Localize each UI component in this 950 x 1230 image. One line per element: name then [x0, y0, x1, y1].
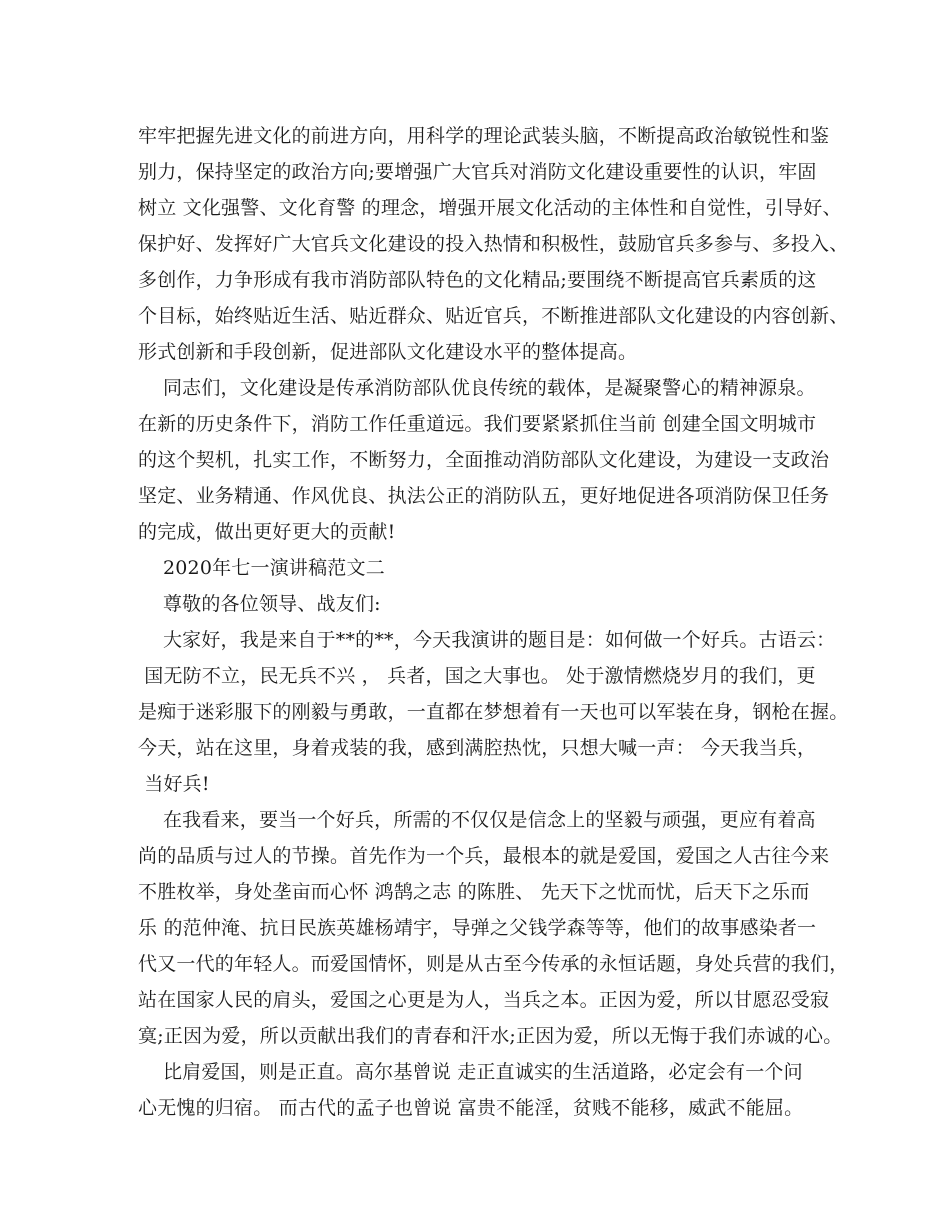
text-line: 在我看来，要当一个好兵，所需的不仅仅是信念上的坚毅与顽强，更应有着高: [138, 809, 816, 831]
text-line: 坚定、业务精通、作风优良、执法公正的消防队五，更好地促进各项消防保卫任务: [138, 485, 830, 507]
text-line: 乐 的范仲淹、抗日民族英雄杨靖宇，导弹之父钱学森等等，他们的故事感染者一: [138, 917, 817, 939]
text-line: 尚的品质与过人的节操。首先作为一个兵，最根本的就是爱国，爱国之人古往今来: [138, 845, 830, 867]
document-body: [138, 118, 849, 1126]
text-line: 个目标，始终贴近生活、贴近群众、贴近官兵，不断推进部队文化建设的内容创新、: [138, 305, 849, 327]
text-line: 保护好、发挥好广大官兵文化建设的投入热情和积极性，鼓励官兵多参与、多投入、: [138, 233, 849, 255]
text-line: 是痴于迷彩服下的刚毅与勇敢，一直都在梦想着有一天也可以军装在身，钢枪在握。: [138, 701, 849, 723]
text-line: 形式创新和手段创新，促进部队文化建设水平的整体提高。: [138, 341, 638, 363]
text-line: 今天，站在这里，身着戎装的我，感到满腔热忱，只想大喊一声： 今天我当兵，: [138, 737, 817, 759]
text-line: 站在国家人民的肩头，爱国之心更是为人，当兵之本。正因为爱，所以甘愿忍受寂: [138, 989, 830, 1011]
text-line: 当好兵!: [138, 773, 210, 795]
text-line: 不胜枚举，身处垄亩而心怀 鸿鹄之志 的陈胜、 先天下之忧而忧，后天下之乐而: [138, 881, 810, 903]
text-line: 的完成，做出更好更大的贡献!: [138, 521, 396, 543]
text-line: 的这个契机，扎实工作，不断努力，全面推动消防部队文化建设，为建设一支政治: [138, 449, 830, 471]
text-line: 树立 文化强警、文化育警 的理念，增强开展文化活动的主体性和自觉性，引导好、: [138, 197, 842, 219]
text-line: 在新的历史条件下，消防工作任重道远。我们要紧紧抓住当前 创建全国文明城市: [138, 413, 817, 435]
text-line: 别力，保持坚定的政治方向;要增强广大官兵对消防文化建设重要性的认识，牢固: [138, 161, 817, 183]
text-line: 寞;正因为爱，所以贡献出我们的青春和汗水;正因为爱，所以无悔于我们赤诚的心。: [138, 1025, 843, 1047]
text-line: 代又一代的年轻人。而爱国情怀，则是从古至今传承的永恒话题，身处兵营的我们，: [138, 953, 849, 975]
text-line: 国无防不立，民无兵不兴 ， 兵者，国之大事也。 处于激情燃烧岁月的我们，更: [138, 665, 816, 687]
text-line: 比肩爱国，则是正直。高尔基曾说 走正直诚实的生活道路，必定会有一个问: [138, 1061, 803, 1083]
text-line: 同志们，文化建设是传承消防部队优良传统的载体，是凝聚警心的精神源泉。: [138, 377, 816, 399]
text-line: 心无愧的归宿。 而古代的孟子也曾说 富贵不能淫，贫贱不能移，威武不能屈。: [138, 1097, 804, 1119]
text-line: 大家好，我是来自于**的**，今天我演讲的题目是：如何做一个好兵。古语云：: [138, 629, 836, 651]
text-line: 牢牢把握先进文化的前进方向，用科学的理论武装头脑，不断提高政治敏锐性和鉴: [138, 125, 830, 147]
text-line: 多创作，力争形成有我市消防部队特色的文化精品;要围绕不断提高官兵素质的这: [138, 269, 817, 291]
section-heading: 2020年七一演讲稿范文二: [138, 557, 385, 579]
salutation: 尊敬的各位领导、战友们:: [138, 593, 381, 615]
